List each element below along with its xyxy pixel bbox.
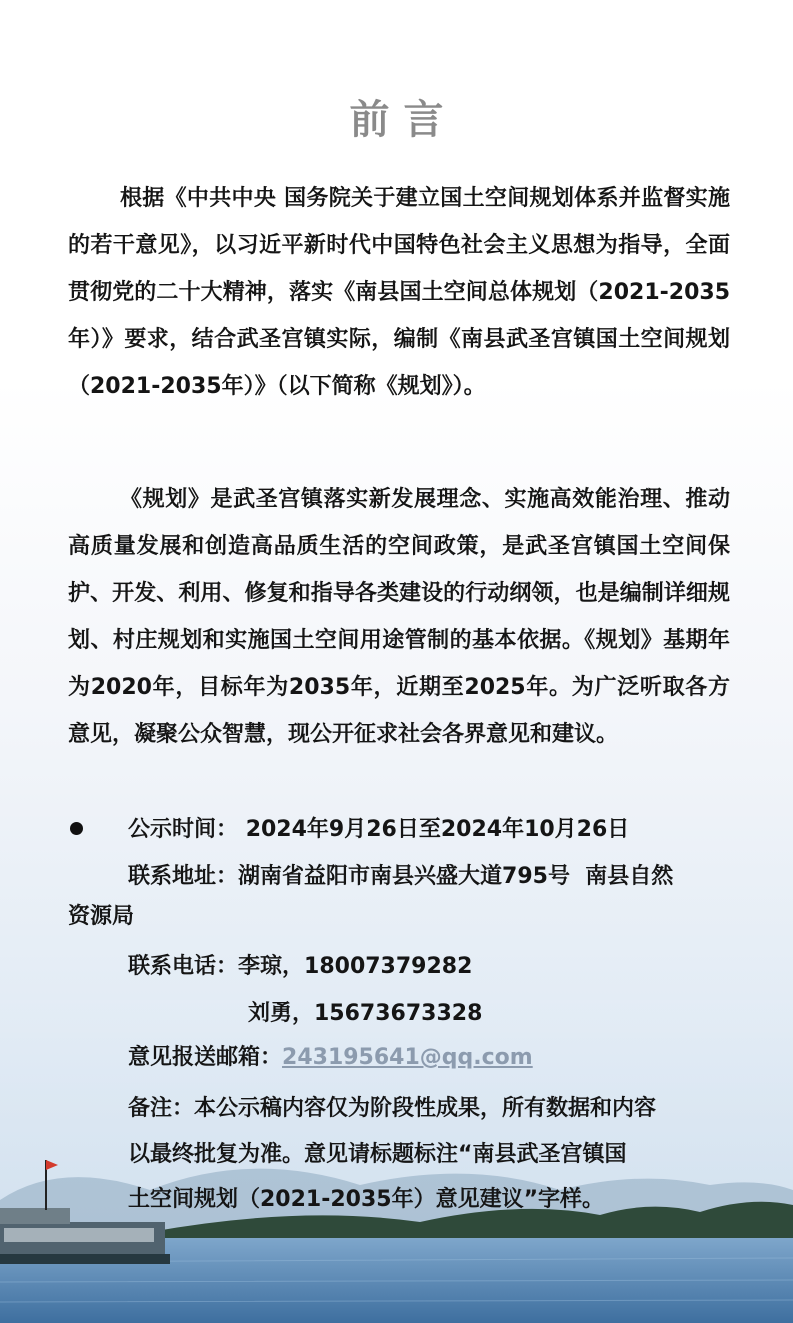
plan-description-paragraph: 《规划》是武圣宫镇落实新发展理念、实施高效能治理、推动高质量发展和创造高品质生活的空间政策，是武圣宫镇国土空间保护、开发、利用、修复和指导各类建设的行动纲领，也是编制详细规划、村庄规划和实施国土空间用途管制的基本依据。《规划》基期年为2020年，目标年为2035年，近期至2025年。为广泛听取各方意见，凝聚公众智慧，现公开征求社会各界意见和建议。 [68,487,730,747]
contact-address-value: 湖南省益阳市南县兴盛大道795号 南县自然 [238,864,674,889]
contact-address-label: 联系地址： [128,864,239,889]
contact-address-line1 [128,853,673,900]
notice-time-value: 2024年9月26日至2024年10月26日 [245,817,630,842]
email-link[interactable]: 243195641@qq.com [282,1045,533,1070]
contact-phone-label: 联系电话： [128,954,239,979]
notice-time-label: 公示时间： [128,817,239,842]
notice-time [128,806,629,853]
contact-phone-line1 [128,943,472,990]
bullet-dot [70,822,83,835]
page-title: 前言 [349,97,458,143]
intro-paragraph: 根据《中共中央 国务院关于建立国土空间规划体系并监督实施的若干意见》，以习近平新时代中国特色社会主义思想为指导，全面贯彻党的二十大精神，落实《南县国土空间总体规划（2021-2035年）》要求，结合武圣宫镇实际，编制《南县武圣宫镇国土空间规划（2021-2035年）》（以下简称《规划》）。 [68,186,730,399]
email-line [128,1034,533,1081]
remark-line2: 以最终批复为准。意见请标题标注“南县武圣宫镇国 [128,1142,627,1167]
remark-line1: 备注：本公示稿内容仅为阶段性成果，所有数据和内容 [128,1096,657,1121]
remark-line3: 土空间规划（2021-2035年）意见建议”字样。 [128,1187,605,1212]
contact-phone-primary: 李琼，18007379282 [238,954,473,979]
contact-phone-secondary: 刘勇，15673673328 [248,1001,483,1026]
email-label: 意见报送邮箱： [128,1045,283,1070]
contact-address-line2: 资源局 [68,904,135,929]
